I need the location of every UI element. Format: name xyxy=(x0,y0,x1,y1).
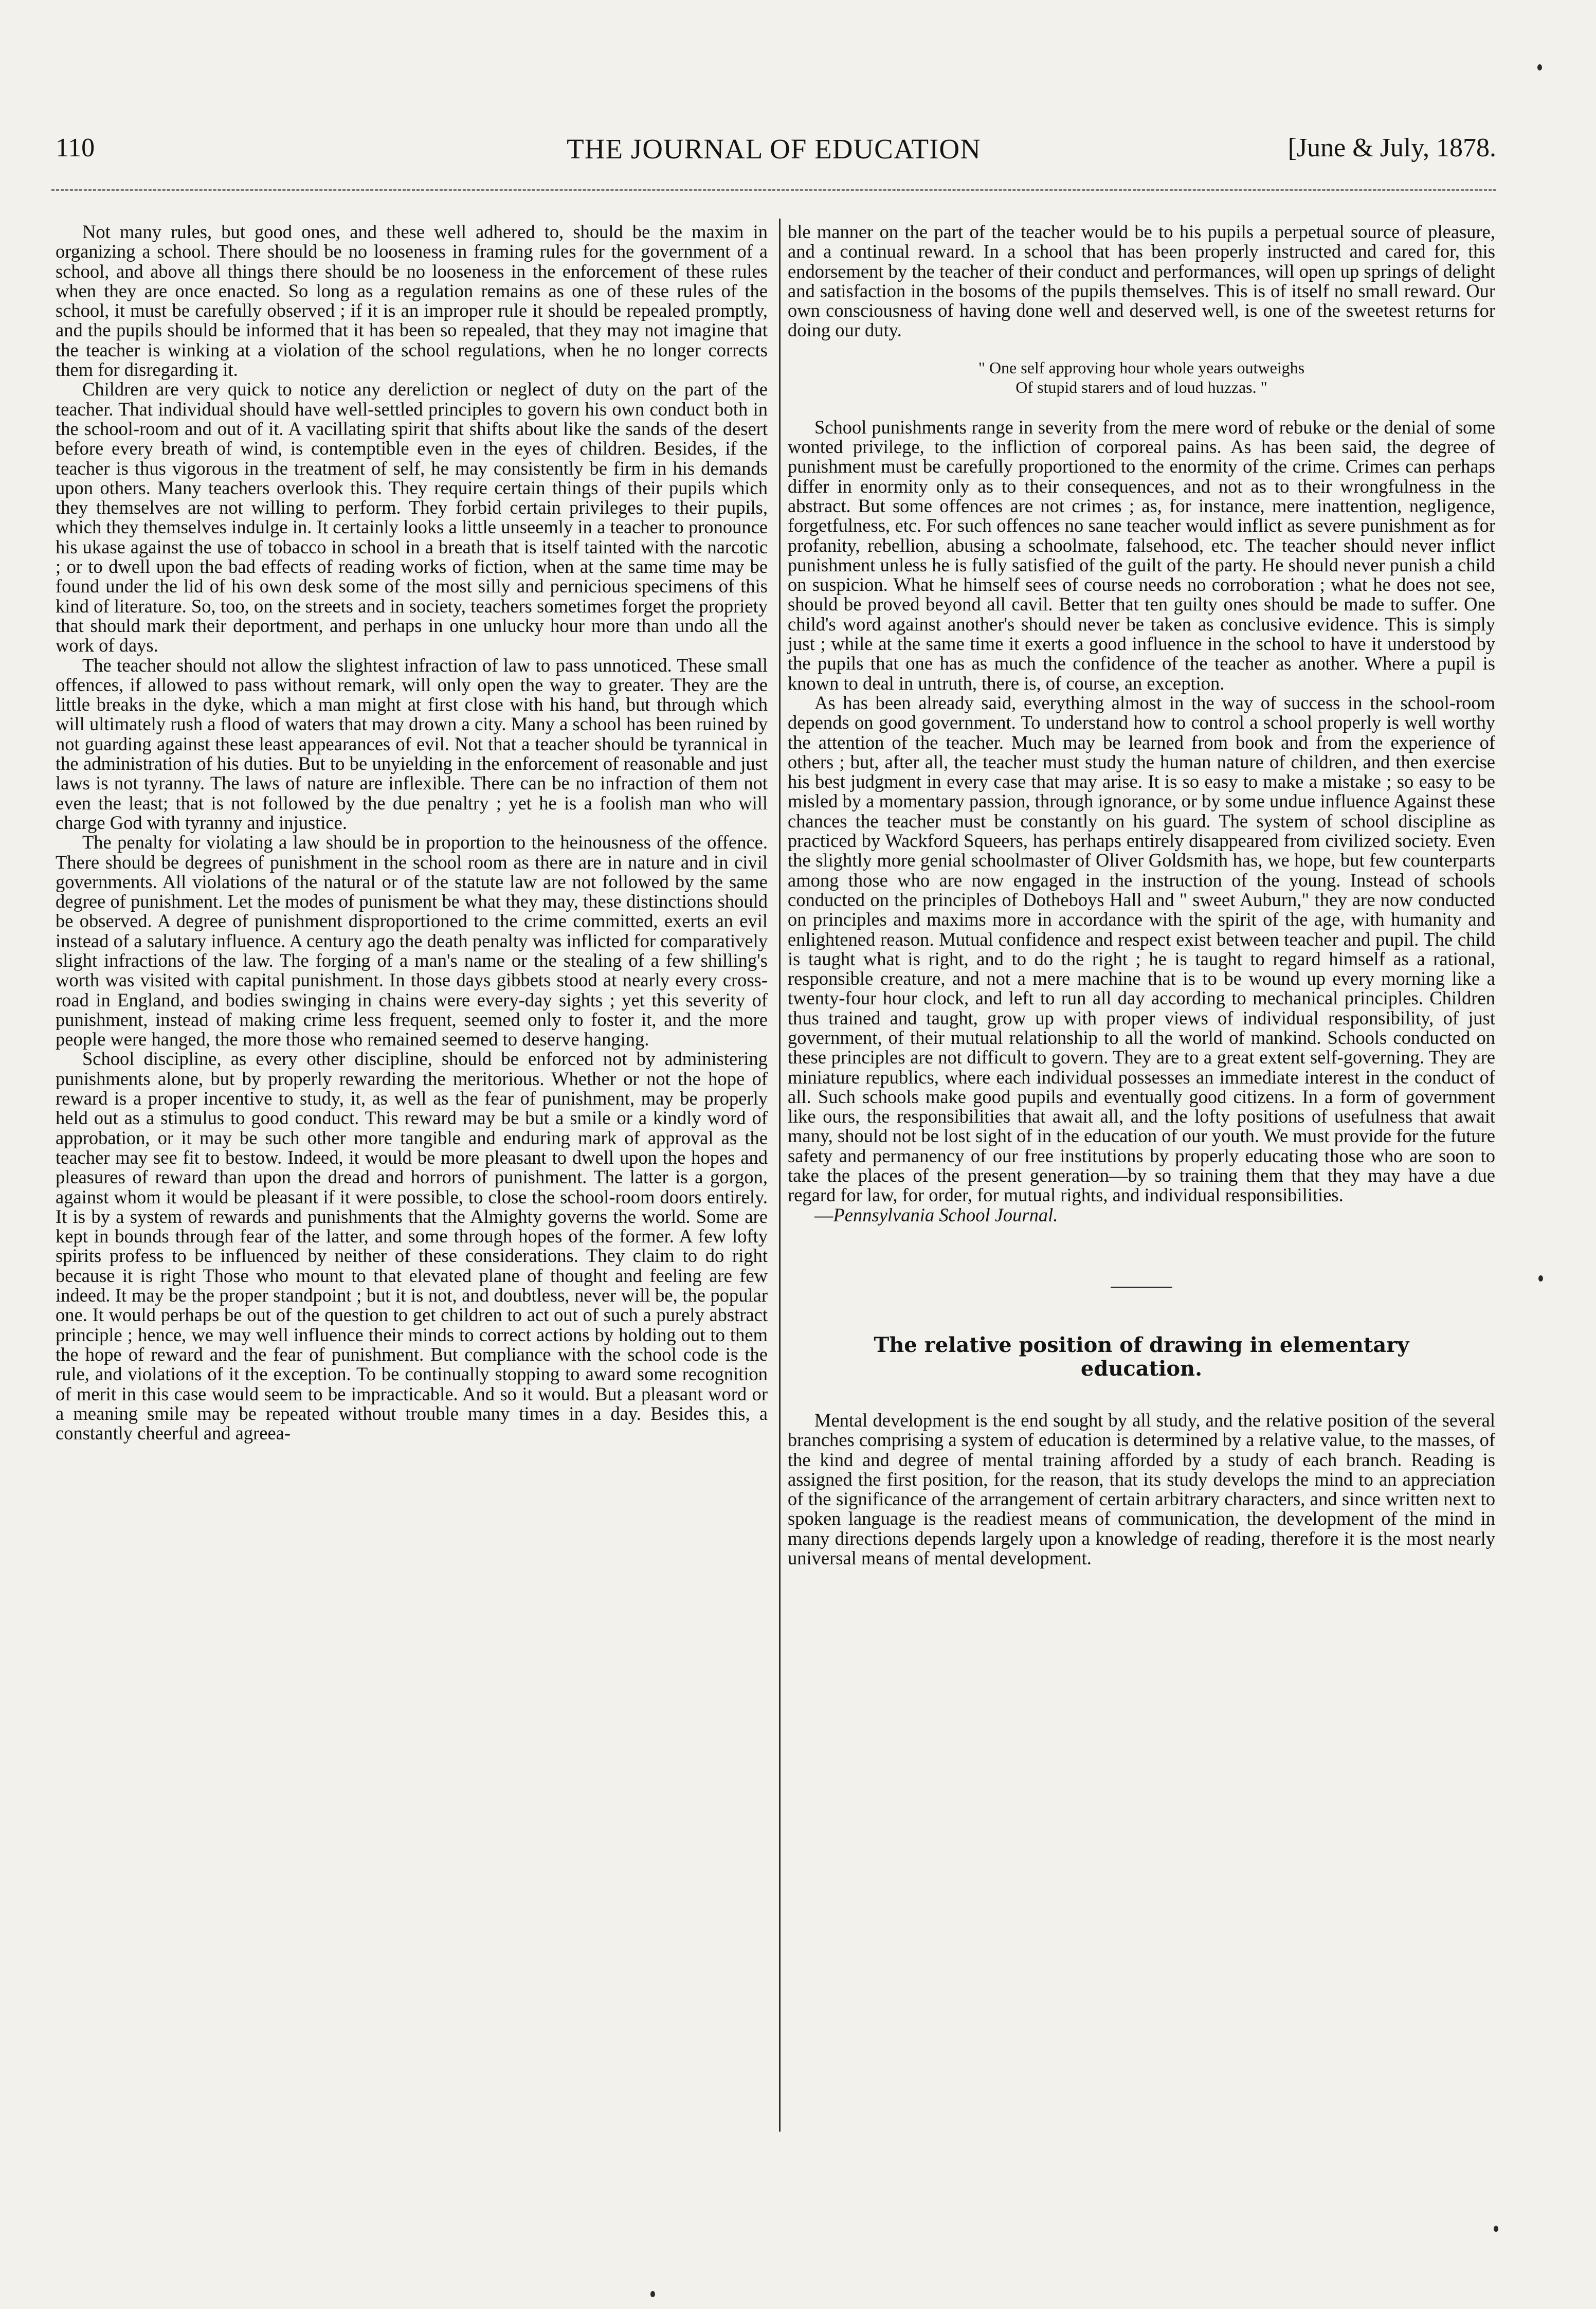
article-paragraph: Mental development is the end sought by all study, and the relative position of the several branches comprising a system of education is determined by a relative value, to the masses, of the kind and degree of mental training afforded by a study of each branch. Reading is assigned the first position, for the reason, that its study develops the mind to an appreciation of the significance of the arrangement of certain arbitrary characters, and since written next to spoken language is the readiest means of communication, the development of the mind in many directions depends largely upon a knowledge of reading, therefore it is the most nearly universal means of mental development. xyxy=(788,1409,1495,1569)
issue-date: [June & July, 1878. xyxy=(1287,133,1496,163)
article-paragraph: School punishments range in severity from the mere word of rebuke or the denial of some wonted privilege, to the infliction of corporeal pains. As has been said, the degree of punishment must be carefully proportioned to the enormity of the crime. Crimes can perhaps differ in enormity only as to their consequences, and not as to their wrongfulness in the abstract. But some offences are not crimes ; as, for instance, mere inattention, negligence, forgetfulness, etc. For such offences no sane teacher would inflict as severe punishment as for profanity, rebellion, abusing a schoolmate, falsehood, etc. The teacher should never inflict punishment unless he is fully satisfied of the guilt of the party. He should never punish a child on suspicion. What he himself sees of course needs no corroboration ; what he does not see, should be proved beyond all cavil. Better that ten guilty ones should be made to suffer. One child's word against another's should never be taken as conclusive evidence. This is simply just ; while at the same time it exerts a good influence in the school to have it understood by the pupils that one has as much the confidence of the teacher as another. Where a pupil is known to deal in untruth, there is, of course, an exception. xyxy=(788,416,1495,694)
right-column xyxy=(788,222,1495,1568)
column-divider xyxy=(779,219,781,2132)
journal-title: THE JOURNAL OF EDUCATION xyxy=(567,133,981,165)
article-paragraph: Children are very quick to notice any dereliction or neglect of duty on the part of the teacher. That individual should have well-settled principles to govern his own conduct both in the school-room and out of it. A vacillating spirit that shifts about like the sands of the desert before every breath of wind, is contemptible even in the eyes of children. Besides, if the teacher is thus vigorous in the treatment of self, he may consistently be firm in his demands upon others. Many teachers overlook this. They require certain things of their pupils which they themselves are not willing to perform. They forbid certain privileges to their pupils, which they themselves indulge in. It certainly looks a little unseemly in a teacher to pronounce his ukase against the use of tobacco in school in a breath that is itself tainted with the narcotic ; or to dwell upon the bad effects of reading works of fiction, when at the same time may be found under the lid of his own desk some of the most silly and pernicious specimens of this kind of literature. So, too, on the streets and in society, teachers sometimes forget the propriety that should mark their deportment, and perhaps in one unlucky hour more than undo all the work of days. xyxy=(56,378,768,656)
article-source xyxy=(788,1205,1495,1225)
header-rule xyxy=(51,189,1496,191)
article-paragraph: As has been already said, everything almost in the way of success in the school-room depends on good government. To understand how to control a school properly is well worthy the attention of the teacher. Much may be learned from book and from the experience of others ; but, after all, the teacher must study the human nature of children, and then exercise his best judgment in every case that may arise. It is so easy to make a mistake ; so easy to be misled by a momentary passion, through ignorance, or by some undue influence Against these chances the teacher must be constantly on his guard. The system of school discipline as practiced by Wackford Squeers, has perhaps entirely disappeared from civilized society. Even the slightly more genial schoolmaster of Oliver Goldsmith has, we hope, but few counterparts among those who are now engaged in the instruction of the young. Instead of schools conducted on the principles of Dotheboys Hall and " sweet Auburn," they are now conducted on principles and maxims more in accordance with the spirit of the age, with humanity and enlightened reason. Mutual confidence and respect exist between teacher and pupil. The child is taught what is right, and to do the right ; he is taught to regard himself as a rational, responsible creature, and not a mere machine that is to be wound up every morning like a twenty-four hour clock, and left to run all day according to mechanical principles. Children thus trained and taught, grow up with proper views of individual responsibility, of just government, of their mutual relationship to all the world of mankind. Schools conducted on these principles are not difficult to govern. They are to a great extent self-governing. They are miniature republics, where each individual possesses an immediate interest in the conduct of all. Such schools make good pupils and eventually good citizens. In a form of government like ours, the responsibilities that await all, and the lofty positions of usefulness that await many, should not be lost sight of in the education of our youth. We must provide for the future safety and permanency of our free institutions by properly educating those who are soon to take the places of the present generation—by so training them that they may have a due regard for law, for order, for mutual rights, and individual responsibilities. xyxy=(788,692,1495,1206)
source-dash: — xyxy=(814,1204,833,1225)
page-header xyxy=(51,133,1496,174)
quoted-verse xyxy=(788,358,1495,397)
article-paragraph: The penalty for violating a law should be in proportion to the heinousness of the offence. There should be degrees of punishment in the school room as there are in nature and in civil governments. All violations of the natural or of the statute law are not followed by the same degree of punishment. Let the modes of punisment be what they may, these distinctions should be observed. A degree of punishment disproportioned to the crime committed, exerts an evil instead of a salutary influence. A century ago the death penalty was inflicted for comparatively slight infractions of the law. The forging of a man's name or the stealing of a few shilling's worth was visited with capital punishment. In those days gibbets stood at nearly every cross-road in England, and bodies swinging in chains were every-day sights ; yet this severity of punishment, instead of making crime less frequent, seemed only to foster it, and the more people were hanged, the more those who remained seemed to deserve hanging. xyxy=(56,832,768,1050)
left-column xyxy=(56,222,768,1443)
section-divider xyxy=(1111,1287,1172,1288)
section-title-line: The relative position of drawing in elementary xyxy=(874,1332,1409,1357)
section-title-line: education. xyxy=(1080,1356,1203,1381)
scan-speck xyxy=(1537,64,1542,70)
page-number: 110 xyxy=(56,133,95,163)
article-paragraph: School discipline, as every other discipline, should be enforced not by administering punishments alone, but by properly rewarding the meritorious. Whether or not the hope of reward is a proper incentive to study, it, as well as the fear of punishment, may be properly held out as a stimulus to good conduct. This reward may be but a smile or a kindly word of approbation, or it may be such other more tangible and enduring mark of approval as the teacher may see fit to bestow. Indeed, it would be more pleasant to dwell upon the hopes and pleasures of reward than upon the dread and horrors of punishment. The latter is a gorgon, against whom it would be pleasant if it were possible, to close the school-room doors entirely. It is by a system of rewards and punishments that the Almighty governs the world. Some are kept in bounds through fear of the latter, and some through hopes of the former. A few lofty spirits profess to be influenced by neither of these considerations. They claim to do right because it is right Those who mount to that elevated plane of thought and feeling are few indeed. It may be the proper standpoint ; but it is not, and doubtless, never will be, the popular one. It would perhaps be out of the question to get children to act out of such a purely abstract principle ; hence, we may well influence their minds to correct actions by holding out to them the hope of reward and the fear of punishment. But compliance with the school code is the rule, and violations of it the exception. To be continually stopping to award some recognition of merit in this case would seem to be impracticable. And so it would. But a pleasant word or a meaning smile may be repeated without trouble many times in a day. Besides this, a constantly cheerful and agreea- xyxy=(56,1048,768,1444)
verse-line: Of stupid starers and of loud huzzas. " xyxy=(1015,377,1267,396)
section-title xyxy=(788,1333,1495,1381)
scan-speck xyxy=(1494,2226,1498,2232)
article-paragraph: Not many rules, but good ones, and these well adhered to, should be the maxim in organizing a school. There should be no looseness in framing rules for the government of a school, and above all things there should be no looseness in the enforcement of these rules when they are once enacted. So long as a regulation remains as one of these rules of the school, it must be carefully observed ; if it is an improper rule it should be repealed promptly, and the pupils should be informed that it has been so repealed, that they may not imagine that the teacher is winking at a violation of the school regulations, when he no longer corrects them for disregarding it. xyxy=(56,221,768,381)
scan-speck xyxy=(1538,1275,1543,1282)
article-paragraph: The teacher should not allow the slightest infraction of law to pass unnoticed. These small offences, if allowed to pass without remark, will only open the way to greater. They are the little breaks in the dyke, which a man might at first close with his hand, but through which will ultimately rush a flood of waters that may drown a city. Many a school has been ruined by not guarding against these least appearances of evil. Not that a teacher should be tyrannical in the administration of his duties. But to be unyielding in the enforcement of reasonable and just laws is not tyranny. The laws of nature are inflexible. There can be no infraction of them not even the least; that is not followed by the due penaltry ; yet he is a foolish man who will charge God with tyranny and injustice. xyxy=(56,654,768,833)
verse-line: " One self approving hour whole years outweighs xyxy=(978,358,1305,377)
article-paragraph-continued: ble manner on the part of the teacher would be to his pupils a perpetual source of pleasure, and a continual reward. In a school that has been properly instructed and cared for, this endorsement by the teacher of their conduct and performances, will open up springs of delight and satisfaction in the bosoms of the pupils themselves. This is of itself no small reward. Our own consciousness of having done well and deserved well, is one of the sweetest returns for doing our duty. xyxy=(788,221,1495,341)
source-name: Pennsylvania School Journal. xyxy=(833,1204,1058,1225)
scan-speck xyxy=(650,2291,655,2297)
